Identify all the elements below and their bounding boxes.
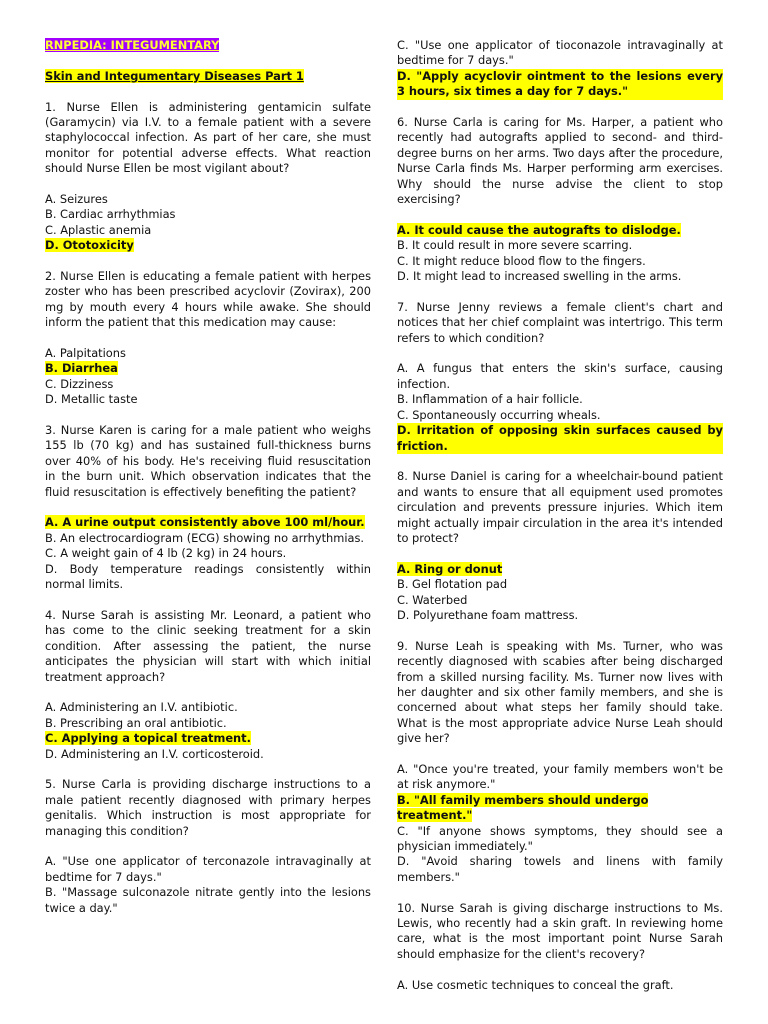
q6-option-d: D. It might lead to increased swelling in the arms. [397, 269, 682, 284]
q7-option-c: C. Spontaneously occurring wheals. [397, 407, 601, 422]
question-1-text: 1. Nurse Ellen is administering gentamicin sulfate (Garamycin) via I.V. to a female patient with a severe staphylococcal infection. As part of her care, she must monitor for potential adverse effects. What reaction should Nurse Ellen be most vigilant about? [45, 99, 371, 176]
q1-answer: D. Ototoxicity [45, 238, 134, 253]
question-6-text: 6. Nurse Carla is caring for Ms. Harper, a patient who recently had autografts applied to second- and third-degree burns on her arms. Two days after the procedure, Nurse Carla finds Ms. Harper performing arm exercises. Why should the nurse advise the client to stop exercising? [397, 115, 723, 207]
q7-answer: D. Irritation of opposing skin surfaces caused by friction. [397, 423, 723, 453]
question-10 [397, 901, 723, 993]
question-1 [45, 100, 371, 254]
question-5-continued [397, 38, 723, 100]
q6-option-c: C. It might reduce blood flow to the fingers. [397, 253, 646, 268]
q3-option-d: D. Body temperature readings consistently within normal limits. [45, 561, 371, 592]
q2-answer: B. Diarrhea [45, 361, 118, 376]
q8-option-c: C. Waterbed [397, 592, 468, 607]
question-3-text: 3. Nurse Karen is caring for a male patient who weighs 155 lb (70 kg) and has sustained full-thickness burns over 40% of his body. He's receiving fluid resuscitation in the burn unit. Which observation indicates that the fluid resuscitation is effectively benefiting the patient? [45, 423, 371, 499]
question-9 [397, 639, 723, 885]
q3-option-c: C. A weight gain of 4 lb (2 kg) in 24 hours. [45, 546, 287, 561]
q7-option-a: A. A fungus that enters the skin's surface, causing infection. [397, 361, 723, 391]
left-column [45, 38, 371, 931]
question-2 [45, 269, 371, 408]
question-2-text: 2. Nurse Ellen is educating a female patient with herpes zoster who has been prescribed acyclovir (Zovirax), 200 mg by mouth every 4 hours while awake. She should inform the patient that this medication may cause: [45, 269, 371, 330]
question-6 [397, 115, 723, 284]
q5-option-b: B. "Massage sulconazole nitrate gently into the lesions twice a day." [45, 885, 371, 915]
q10-option-a: A. Use cosmetic techniques to conceal the graft. [397, 977, 674, 992]
q6-answer: A. It could cause the autografts to dislodge. [397, 222, 681, 237]
q5-option-c: C. "Use one applicator of tioconazole intravaginally at bedtime for 7 days." [397, 38, 723, 68]
q2-option-a: A. Palpitations [45, 346, 126, 361]
question-4 [45, 608, 371, 762]
q1-option-c: C. Aplastic anemia [45, 222, 152, 237]
q5-answer: D. "Apply acyclovir ointment to the lesions every 3 hours, six times a day for 7 days." [397, 68, 723, 99]
doc-title-block [45, 38, 371, 53]
q6-option-b: B. It could result in more severe scarring. [397, 238, 633, 253]
q7-option-b: B. Inflammation of a hair follicle. [397, 392, 583, 407]
q9-option-a: A. "Once you're treated, your family members won't be at risk anymore." [397, 761, 723, 792]
doc-title: RNPEDIA: INTEGUMENTARY [45, 38, 220, 52]
question-5 [45, 777, 371, 916]
question-5-text: 5. Nurse Carla is providing discharge instructions to a male patient recently diagnosed with primary herpes genitalis. Which instruction is most appropriate for managing this condition? [45, 777, 371, 838]
right-column [397, 38, 723, 1008]
q8-option-d: D. Polyurethane foam mattress. [397, 607, 579, 622]
section-title-block [45, 69, 371, 84]
question-8 [397, 469, 723, 623]
q1-option-b: B. Cardiac arrhythmias [45, 207, 176, 222]
question-3 [45, 423, 371, 592]
question-4-text: 4. Nurse Sarah is assisting Mr. Leonard, a patient who has come to the clinic seeking treatment for a skin condition. After assessing the patient, the nurse anticipates the physician will start with which initial treatment approach? [45, 607, 371, 684]
question-7-text: 7. Nurse Jenny reviews a female client's chart and notices that her chief complaint was intertrigo. This term refers to which condition? [397, 299, 723, 345]
section-title: Skin and Integumentary Diseases Part 1 [45, 68, 304, 83]
q4-option-b: B. Prescribing an oral antibiotic. [45, 715, 227, 730]
question-10-text: 10. Nurse Sarah is giving discharge instructions to Ms. Lewis, who recently had a skin graft. In reviewing home care, what is the most important point Nurse Sarah should emphasize for the client's recovery? [397, 900, 723, 961]
question-9-text: 9. Nurse Leah is speaking with Ms. Turner, who was recently diagnosed with scabies after being discharged from a skilled nursing facility. Ms. Turner now lives with her daughter and six other family members, and she is concerned about what steps her family should take. What is the most appropriate advice Nurse Leah should give her? [397, 638, 723, 746]
question-7 [397, 300, 723, 454]
q8-option-b: B. Gel flotation pad [397, 577, 508, 592]
q5-option-a: A. "Use one applicator of terconazole intravaginally at bedtime for 7 days." [45, 854, 371, 884]
q1-option-a: A. Seizures [45, 192, 108, 207]
q8-answer: A. Ring or donut [397, 561, 503, 576]
q2-option-c: C. Dizziness [45, 376, 114, 391]
q4-option-a: A. Administering an I.V. antibiotic. [45, 700, 238, 715]
q4-answer: C. Applying a topical treatment. [45, 731, 251, 746]
q9-option-d: D. "Avoid sharing towels and linens with family members." [397, 854, 723, 884]
q2-option-d: D. Metallic taste [45, 392, 138, 407]
q3-option-b: B. An electrocardiogram (ECG) showing no arrhythmias. [45, 530, 365, 545]
q4-option-d: D. Administering an I.V. corticosteroid. [45, 746, 264, 761]
q9-option-c: C. "If anyone shows symptoms, they should see a physician immediately." [397, 823, 723, 853]
question-8-text: 8. Nurse Daniel is caring for a wheelchair-bound patient and wants to ensure that all equipment used promotes circulation and prevents pressure injuries. Which item might actually impair circulation in the area it's intended to protect? [397, 469, 723, 545]
q9-answer: B. "All family members should undergo treatment." [397, 792, 649, 823]
q3-answer: A. A urine output consistently above 100 ml/hour. [45, 515, 365, 530]
